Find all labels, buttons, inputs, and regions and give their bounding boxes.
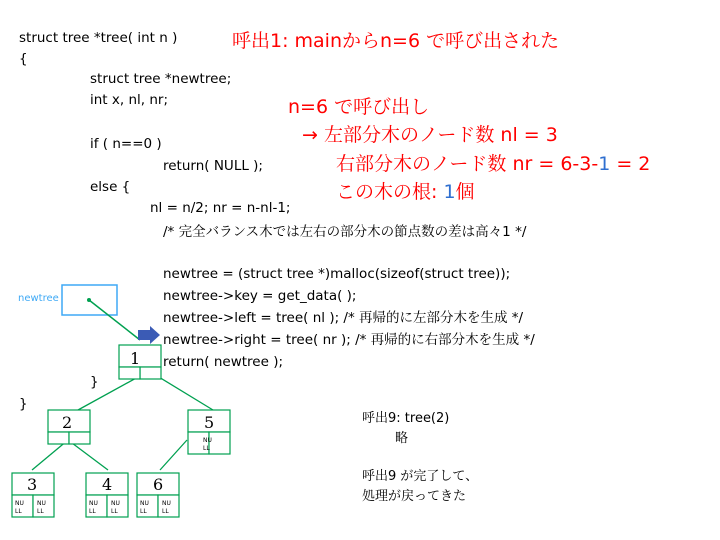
note-abbreviated: 略 [395, 431, 409, 446]
code-line-11: newtree->key = get_data( ); [163, 288, 357, 304]
code-line-12: newtree->left = tree( nl ); /* 再帰的に左部分木を生成 */ [163, 310, 524, 326]
code-line-6: return( NULL ); [163, 158, 263, 174]
code-line-8: nl = n/2; nr = n-nl-1; [150, 200, 291, 216]
code-line-4: int x, nl, nr; [90, 92, 169, 108]
tree-node-5 [188, 410, 230, 454]
node-6-left-null-top: NU [140, 500, 149, 507]
code-line-10: newtree = (struct tree *)malloc(sizeof(struct tree)); [163, 266, 511, 282]
node-3-right-null-top: NU [37, 500, 46, 507]
node-1-key: 1 [130, 349, 141, 368]
code-line-14: return( newtree ); [163, 354, 284, 370]
node-3-left-null-bottom: LL [15, 508, 22, 515]
newtree-label: newtree [18, 293, 59, 304]
node-3-left-null-top: NU [15, 500, 24, 507]
annotation-root-count-one: 1 [443, 181, 456, 203]
annotation-right-count-one: 1 [598, 153, 611, 175]
annotation-right-count-result: = 2 [610, 153, 651, 175]
annotation-right-count-text: 右部分木のノード数 nr = 6-3- [336, 153, 599, 175]
code-line-3: struct tree *newtree; [90, 71, 232, 87]
node-4-left-null-top: NU [89, 500, 98, 507]
tree-node-6 [137, 473, 179, 517]
node-4-right-null-bottom: LL [111, 508, 118, 515]
annotation-root-count-text: この木の根: [336, 181, 444, 203]
code-line-15: } [90, 374, 99, 390]
node-3-right-null-bottom: LL [37, 508, 44, 515]
call-title: 呼出1: mainからn=6 で呼び出された [232, 30, 560, 52]
tree-node-2 [48, 410, 90, 444]
node-5-key: 5 [204, 413, 215, 432]
newtree-pointer-dot [87, 298, 91, 302]
node-6-right-null-bottom: LL [162, 508, 169, 515]
node-6-key: 6 [153, 475, 164, 494]
code-line-13: newtree->right = tree( nr ); /* 再帰的に右部分木を生成 */ [163, 332, 535, 348]
note-call9: 呼出9: tree(2) [362, 411, 450, 426]
node-4-right-null-top: NU [111, 500, 120, 507]
node-4-key: 4 [102, 475, 113, 494]
node-5-null-top: NU [203, 437, 212, 444]
annotation-call: n=6 で呼び出し [288, 96, 430, 118]
node-3-key: 3 [27, 475, 38, 494]
note-returned: 処理が戻ってきた [362, 489, 467, 504]
tree-node-4 [86, 473, 128, 517]
node-6-right-null-top: NU [162, 500, 171, 507]
node-2-key: 2 [62, 413, 73, 432]
code-line-2: { [19, 51, 28, 67]
code-line-5: if ( n==0 ) [90, 136, 162, 152]
code-line-7: else { [90, 179, 131, 195]
annotation-left-count: → 左部分木のノード数 nl = 3 [302, 124, 558, 146]
code-line-16: } [19, 396, 28, 412]
annotation-root-count-unit: 個 [455, 181, 475, 203]
code-line-9: /* 完全バランス木では左右の部分木の節点数の差は高々1 */ [163, 224, 527, 240]
node-6-left-null-bottom: LL [140, 508, 147, 515]
node-4-left-null-bottom: LL [89, 508, 96, 515]
tree-node-1 [119, 345, 161, 379]
code-line-1: struct tree *tree( int n ) [19, 30, 178, 46]
note-call9-done: 呼出9 が完了して、 [362, 469, 479, 484]
node-5-null-bottom: LL [203, 445, 210, 452]
current-line-arrow-icon [138, 326, 160, 344]
edge-5-6 [160, 440, 187, 470]
tree-node-3 [12, 473, 54, 517]
